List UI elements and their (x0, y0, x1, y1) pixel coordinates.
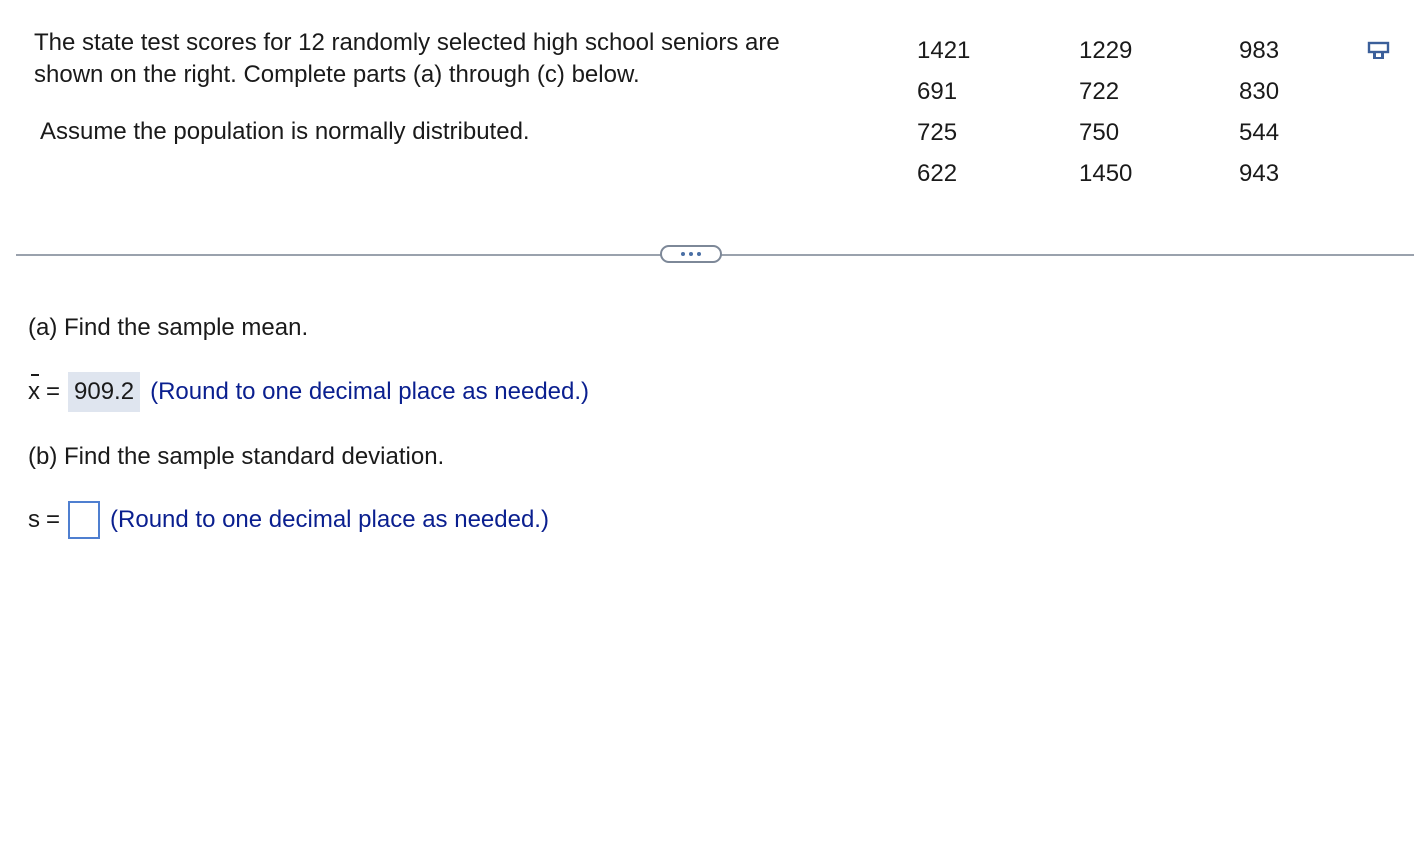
table-cell: 1229 (1079, 36, 1133, 64)
table-cell: 725 (917, 118, 958, 146)
equals-sign: = (46, 506, 61, 533)
table-cell: 622 (917, 159, 958, 187)
table-cell: 544 (1239, 118, 1280, 146)
table-row (905, 71, 1359, 112)
part-b-question: (b) Find the sample standard deviation. (28, 443, 445, 470)
table-cell: 1450 (1079, 159, 1133, 187)
table-cell: 691 (917, 77, 958, 105)
table-cell: 722 (1079, 77, 1120, 105)
problem-intro-line1: The state test scores for 12 randomly selected high school seniors are (34, 29, 780, 56)
sample-mean-symbol: x (28, 378, 40, 405)
sample-mean-answer[interactable]: 909.2 (68, 372, 140, 412)
problem-statement (34, 27, 864, 91)
rounding-hint: (Round to one decimal place as needed.) (150, 378, 590, 405)
assumption-text: Assume the population is normally distributed. (40, 118, 530, 145)
ellipsis-icon (681, 252, 685, 256)
part-a-answer-row (28, 372, 589, 412)
table-cell: 983 (1239, 36, 1280, 64)
show-more-button[interactable] (660, 245, 722, 263)
table-cell: 830 (1239, 77, 1280, 105)
table-row (905, 153, 1359, 194)
table-cell: 1421 (917, 36, 971, 64)
problem-intro-line2: shown on the right. Complete parts (a) through (c) below. (34, 61, 640, 88)
popout-icon[interactable] (1366, 38, 1392, 64)
part-b-answer-row (28, 501, 549, 539)
ellipsis-icon (689, 252, 693, 256)
scores-data-table (905, 30, 1359, 194)
table-row (905, 30, 1359, 71)
equals-sign: = (46, 378, 61, 405)
ellipsis-icon (697, 252, 701, 256)
table-cell: 750 (1079, 118, 1120, 146)
part-a-question: (a) Find the sample mean. (28, 314, 309, 341)
table-row (905, 112, 1359, 153)
table-cell: 943 (1239, 159, 1280, 187)
sample-sd-symbol: s (28, 506, 40, 533)
rounding-hint: (Round to one decimal place as needed.) (110, 506, 549, 533)
sample-sd-input[interactable] (68, 501, 100, 539)
